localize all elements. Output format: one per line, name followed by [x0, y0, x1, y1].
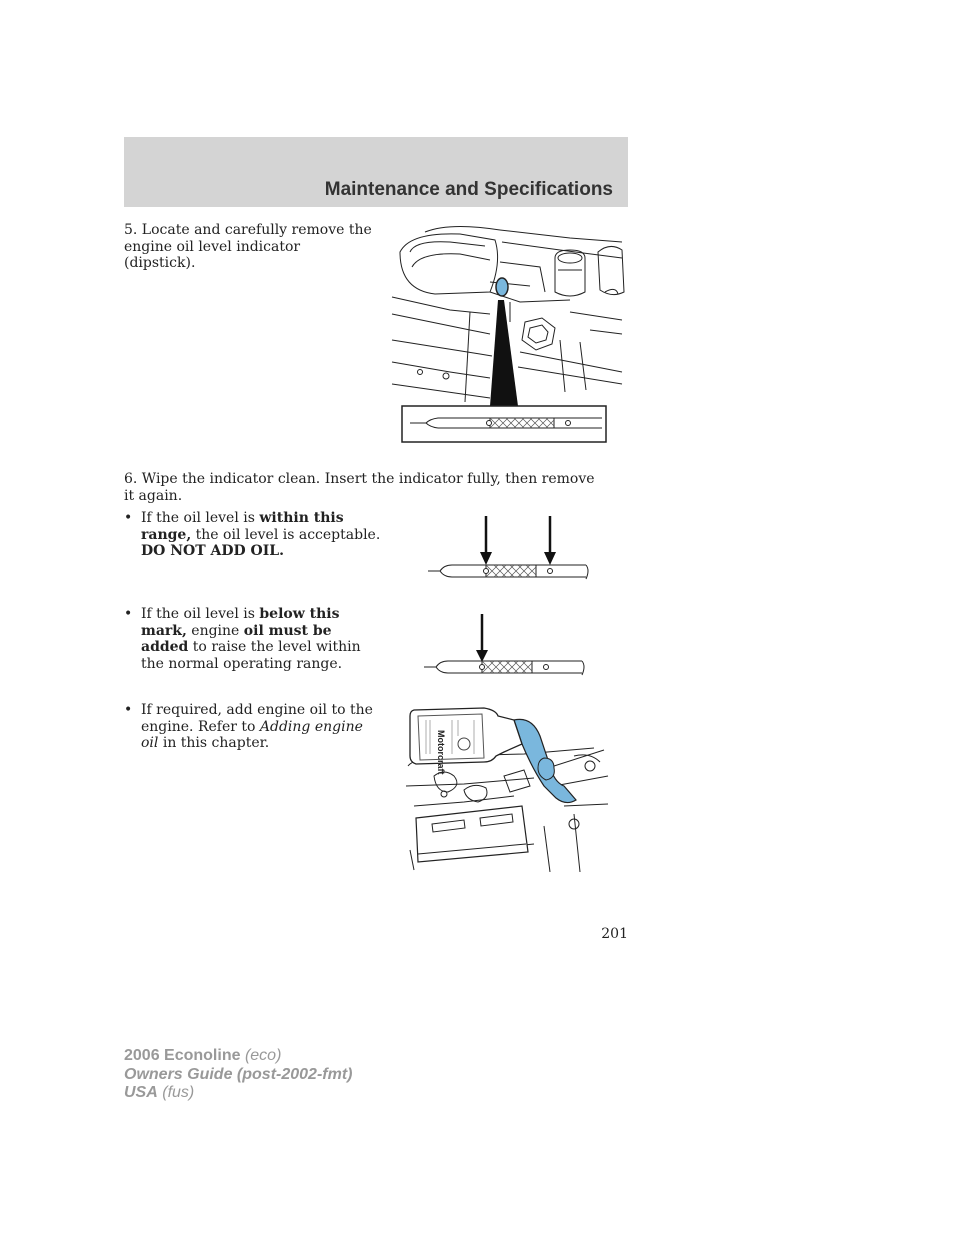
- bullet1-text-1: If the oil level is: [141, 510, 260, 526]
- bullet-marker: •: [124, 702, 133, 718]
- bullet-add-oil-text: [141, 702, 373, 752]
- bullet-below-mark-text: [141, 606, 381, 672]
- dipstick-below-mark-illustration: [418, 610, 588, 682]
- bullet2-bold-1: below this mark,: [141, 606, 340, 639]
- bullet2-text-2: engine: [186, 622, 244, 639]
- footer-market-code: (fus): [162, 1084, 195, 1101]
- engine-dipstick-illustration: [390, 222, 630, 446]
- footer-model-code: (eco): [244, 1047, 282, 1064]
- dipstick-within-range-illustration: [420, 512, 595, 584]
- document-footer: [124, 1047, 352, 1103]
- bullet3-text-1: If required, add engine oil to the engine. Refer to: [141, 702, 373, 735]
- adding-engine-oil-reference: Adding engine oil: [141, 718, 363, 751]
- bullet-marker: •: [124, 510, 133, 526]
- step-5-text: 5. Locate and carefully remove the engine oil level indicator (dipstick).: [124, 222, 372, 271]
- section-title: Maintenance and Specifications: [324, 179, 613, 200]
- bullet2-text-3: to raise the level within the normal operating range.: [141, 639, 361, 672]
- footer-line-3: [124, 1084, 352, 1103]
- bullet2-bold-2: oil must be added: [141, 622, 332, 655]
- bullet-marker: •: [124, 606, 133, 622]
- footer-line-1: [124, 1047, 352, 1066]
- section-header-band: [124, 137, 628, 207]
- oil-bottle-label: Motorcraft: [436, 730, 446, 775]
- add-engine-oil-illustration: [404, 706, 610, 872]
- bullet1-bold-2: DO NOT ADD OIL.: [141, 543, 284, 559]
- bullet1-text-2: the oil level is acceptable.: [191, 526, 381, 543]
- bullet-within-range-text: [141, 510, 381, 560]
- footer-model: 2006 Econoline: [124, 1047, 241, 1064]
- page-number: 201: [601, 926, 628, 942]
- bullet3-text-2: in this chapter.: [158, 735, 270, 751]
- step-6-text: 6. Wipe the indicator clean. Insert the indicator fully, then remove it again.: [124, 471, 595, 504]
- footer-line-2: Owners Guide (post-2002-fmt): [124, 1065, 353, 1083]
- footer-market: USA: [124, 1084, 158, 1101]
- bullet1-bold-1: within this range,: [141, 510, 344, 543]
- bullet2-text-1: If the oil level is: [141, 606, 260, 622]
